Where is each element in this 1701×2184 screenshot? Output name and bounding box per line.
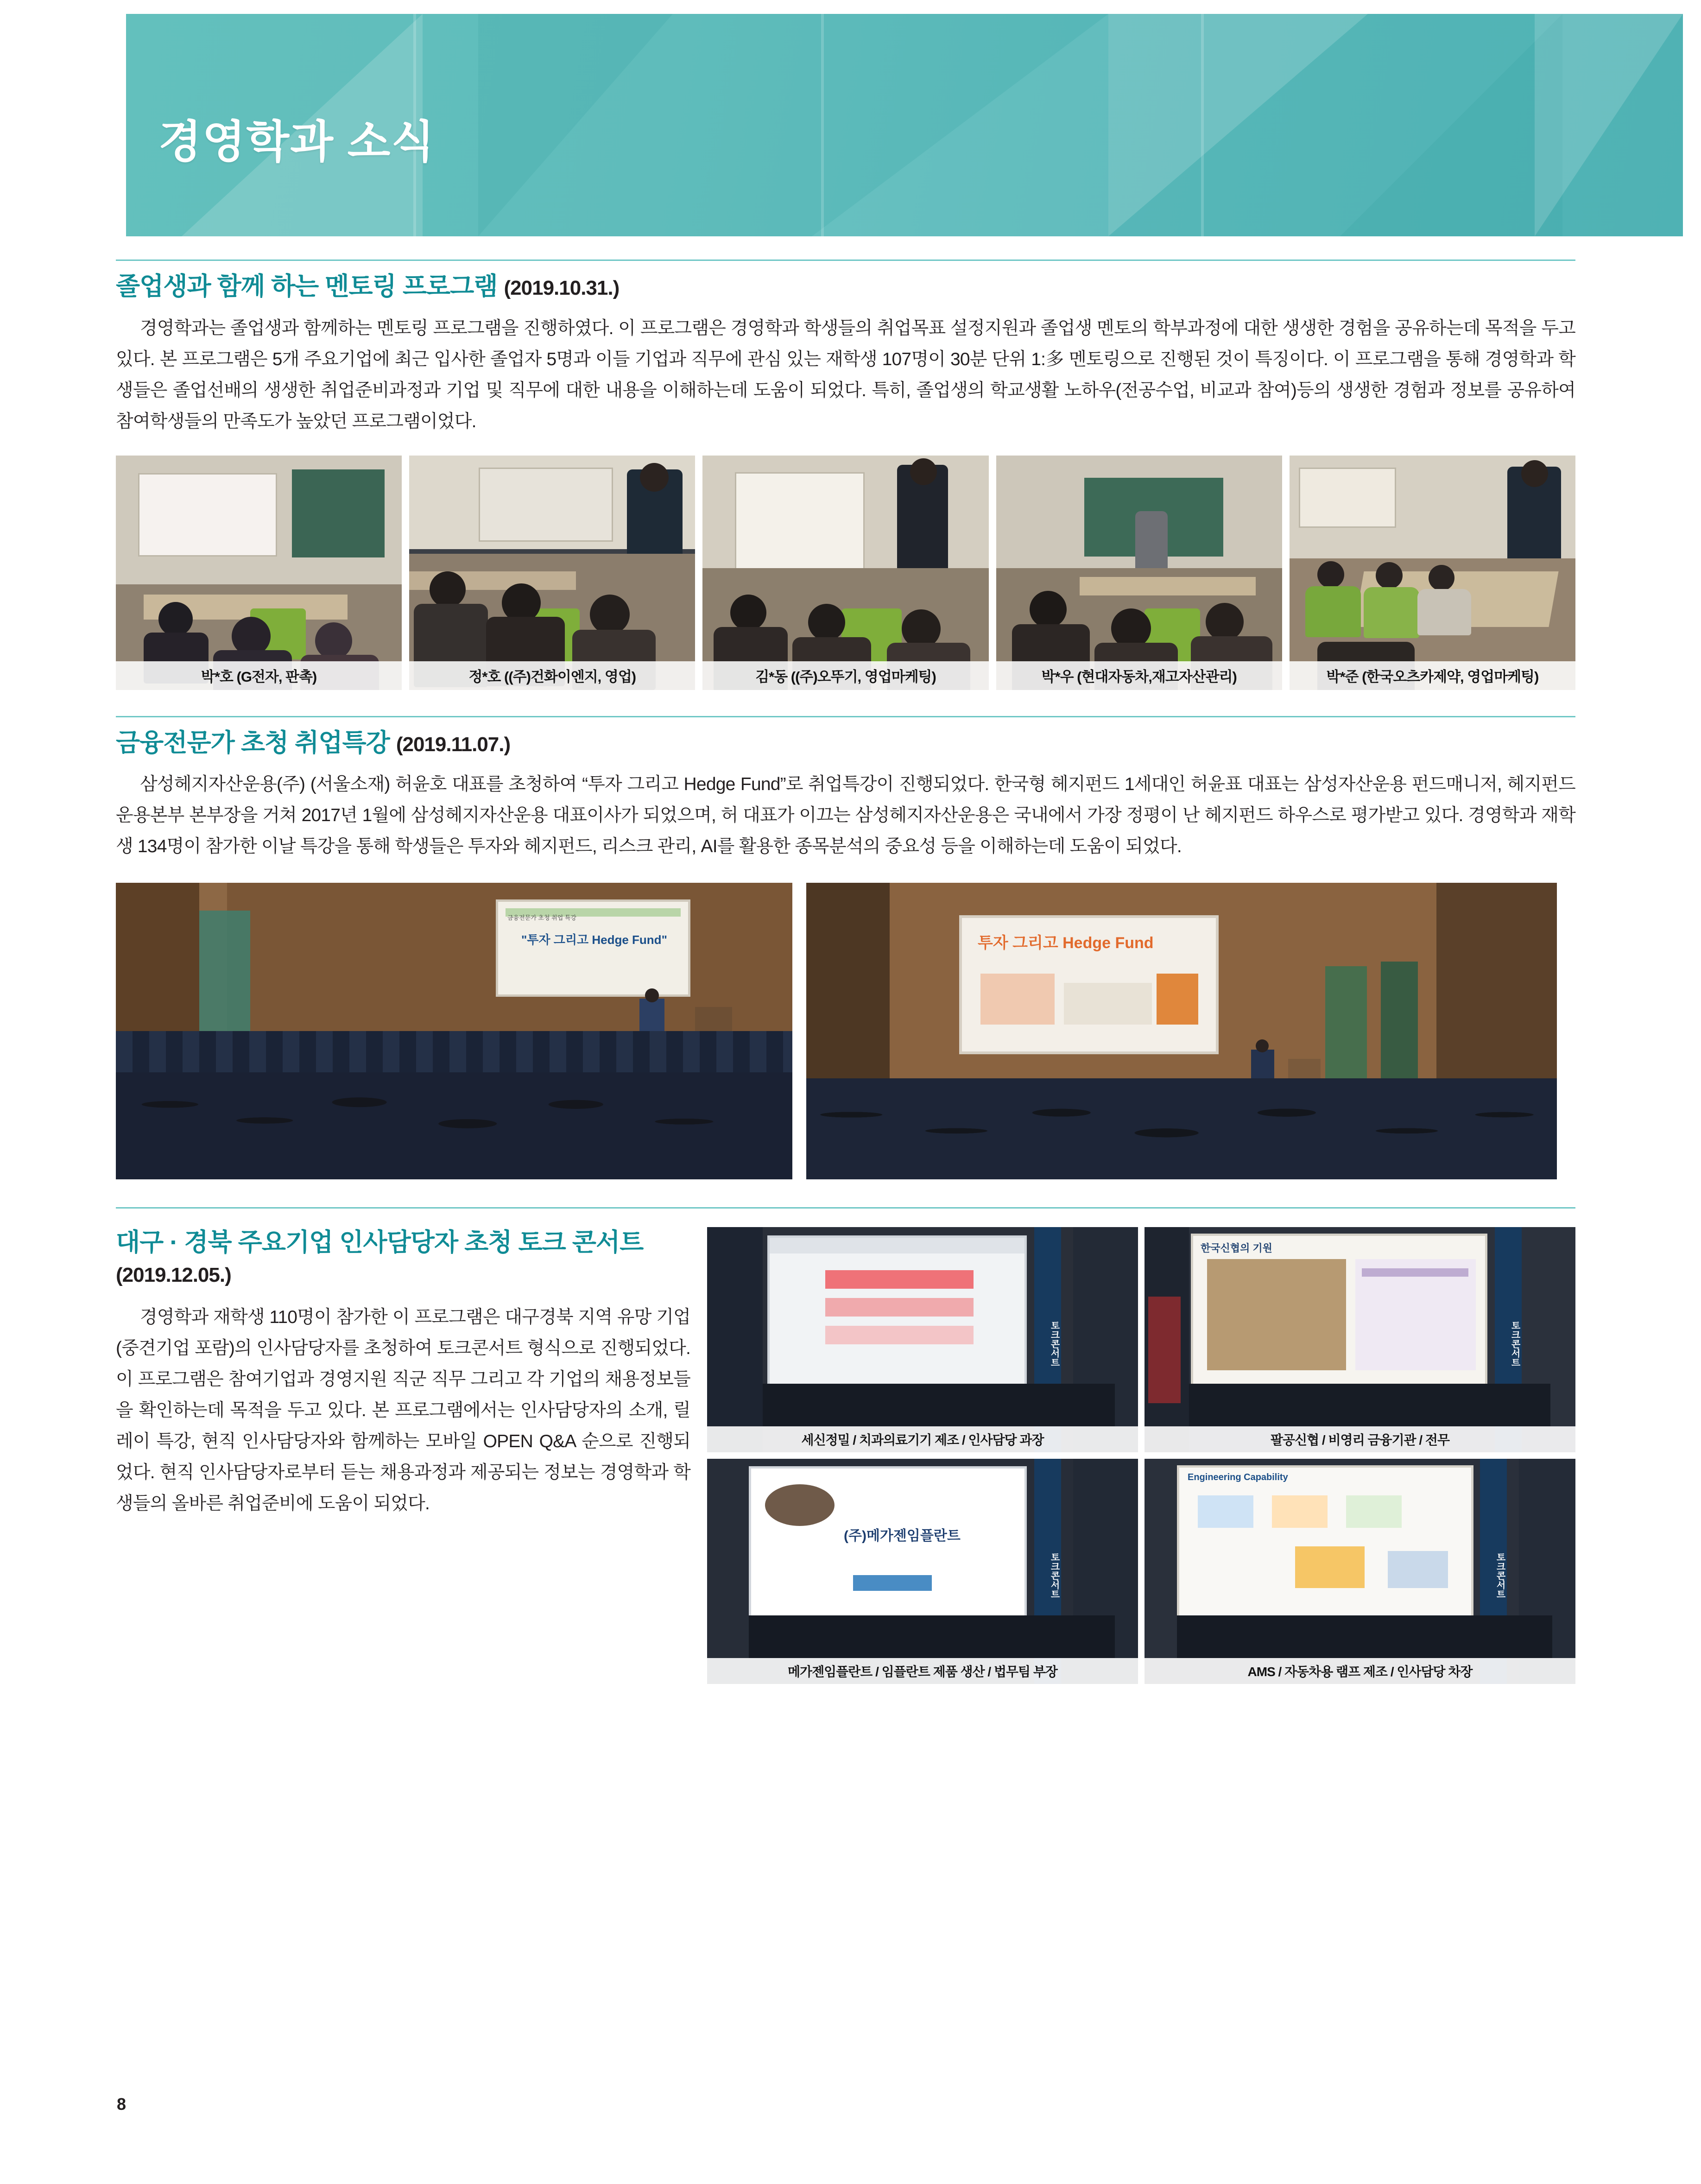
slide-title: 투자 그리고 Hedge Fund	[978, 934, 1154, 952]
photo-lecture-hall-wide	[116, 883, 792, 1179]
page-header-banner	[126, 14, 1683, 236]
projection-screen	[749, 1466, 1027, 1619]
projection-screen	[496, 899, 690, 997]
section-title-text: 대구 · 경북 주요기업 인사담당자 초청 토크 콘서트	[116, 1228, 644, 1256]
side-banner-label: 토크콘서트	[1495, 1227, 1522, 1452]
section-mentoring	[116, 260, 1575, 690]
projection-screen	[1177, 1465, 1473, 1623]
banner-triangle-5	[1340, 14, 1562, 236]
photo-card	[707, 1227, 1138, 1452]
photo-card	[409, 456, 695, 690]
audience-heads	[806, 1078, 1557, 1179]
photo-card	[116, 456, 402, 690]
side-banner-label: 토크콘서트	[1034, 1459, 1061, 1684]
photo-image	[702, 456, 988, 690]
photo-image	[116, 456, 402, 690]
document-content	[116, 260, 1575, 1684]
body-text: 경영학과는 졸업생과 함께하는 멘토링 프로그램을 진행하였다. 이 프로그램은 경영학과 학생들의 취업목표 설정지원과 졸업생 멘토의 학부과정에 대한 생생한 경험을 공유하는데 목적을 두고 있다. 본 프로그램은 5개 주요기업에 최근 입사한 졸업자 5명과 이들 기업과 직무에 관심 있는 재학생 107명이 30분 단위 1:多 멘토링으로 진행된 것이 특징이다. 이 프로그램을 통해 경영학과 학생들은 졸업선배의 생생한 취업준비과정과 기업 및 직무에 대한 내용을 이해하는데 도움이 되었다. 특히, 졸업생의 학교생활 노하우(전공수업, 비교과 참여)등의 생생한 경험과 정보를 공유하여 참여학생들의 만족도가 높았던 프로그램이었다.	[116, 318, 1575, 431]
talk-concert-layout	[116, 1227, 1575, 1684]
section-body-mentoring	[116, 313, 1575, 437]
section-divider	[116, 716, 1575, 717]
section-body-finance	[116, 769, 1575, 862]
flag	[1148, 1297, 1181, 1403]
photo-row-mentoring	[116, 456, 1575, 690]
photo-caption: 세신정밀 / 치과의료기기 제조 / 인사담당 과장	[707, 1426, 1138, 1452]
photo-caption: 박*호 (G전자, 판촉)	[116, 661, 402, 690]
section-divider	[116, 260, 1575, 261]
banner-stripe-2	[821, 14, 824, 236]
side-banner-label: 토크콘서트	[1480, 1459, 1507, 1684]
audience-row	[749, 1615, 1115, 1658]
banner-triangle-4	[1108, 14, 1368, 236]
photo-caption: AMS / 자동차용 램프 제조 / 인사담당 차장	[1145, 1658, 1575, 1684]
photo-card	[996, 456, 1282, 690]
photo-row-finance	[116, 883, 1575, 1179]
talk-concert-photo-grid	[707, 1227, 1575, 1684]
section-date: (2019.11.07.)	[396, 733, 511, 756]
section-title-finance	[116, 728, 1575, 759]
section-divider	[116, 1207, 1575, 1209]
slide-title: (주)메가젠임플란트	[844, 1528, 961, 1544]
photo-lecture-hall-closeup	[806, 883, 1557, 1179]
banner-triangle-3	[812, 14, 1108, 236]
body-text: 삼성헤지자산운용(주) (서울소재) 허윤호 대표를 초청하여 “투자 그리고 Hedge Fund”로 취업특강이 진행되었다. 한국형 헤지펀드 1세대인 허윤표 대표는 삼성자산운용 펀드매니저, 헤지펀드운용본부 본부장을 거쳐 2017년 1월에 삼성헤지자산운용 대표이사가 되었으며, 허 대표가 이끄는 삼성헤지자산운용은 국내에서 가장 정평이 난 헤지펀드 하우스로 평가받고 있다. 경영학과 재학생 134명이 참가한 이날 특강을 통해 학생들은 투자와 헤지펀드, 리스크 관리, AI를 활용한 종목분석의 중요성 등을 이해하는데 도움이 되었다.	[116, 774, 1575, 857]
audience-row	[1177, 1615, 1552, 1658]
audience-heads	[116, 1072, 792, 1179]
banner-triangle-2	[478, 14, 673, 236]
talk-concert-text-column	[116, 1227, 690, 1684]
section-date: (2019.10.31.)	[504, 277, 620, 299]
banner-stripe-3	[1201, 14, 1204, 236]
slide-subtitle: 금융전문가 초청 취업 특강	[507, 914, 576, 921]
photo-caption: 박*준 (한국오츠카제약, 영업마케팅)	[1290, 661, 1575, 690]
photo-card	[702, 456, 988, 690]
photo-card	[707, 1459, 1138, 1684]
page-title: 경영학과 소식	[158, 117, 436, 167]
section-talk-concert	[116, 1207, 1575, 1684]
section-title-text: 졸업생과 함께 하는 멘토링 프로그램	[116, 272, 498, 300]
photo-image	[996, 456, 1282, 690]
banner-triangle-6	[1535, 14, 1683, 236]
photo-caption: 박*우 (현대자동차,재고자산관리)	[996, 661, 1282, 690]
slide-title: 한국신협의 기원	[1201, 1242, 1272, 1254]
projection-screen	[959, 915, 1219, 1054]
section-title-mentoring	[116, 271, 1575, 303]
section-date: (2019.12.05.)	[116, 1264, 231, 1287]
section-title-talk	[116, 1227, 690, 1290]
photo-image	[409, 456, 695, 690]
side-banner-label: 토크콘서트	[1034, 1227, 1061, 1452]
section-title-text: 금융전문가 초청 취업특강	[116, 728, 390, 757]
speaker-head	[645, 988, 659, 1002]
speaker-head	[1256, 1039, 1269, 1052]
projection-screen	[1191, 1234, 1487, 1386]
photo-card	[1290, 456, 1575, 690]
body-text: 경영학과 재학생 110명이 참가한 이 프로그램은 대구경북 지역 유망 기업(중견기업 포람)의 인사담당자를 초청하여 토크콘서트 형식으로 진행되었다. 이 프로그램은 참여기업과 경영지원 직군 직무 그리고 각 기업의 채용정보들을 확인하는데 목적을 두고 있다. 본 프로그램에서는 인사담당자의 소개, 릴레이 특강, 현직 인사담당자와 함께하는 모바일 OPEN Q&A 순으로 진행되었다. 현직 인사담당자로부터 듣는 채용과정과 제공되는 정보는 경영학과 학생들의 올바른 취업준비에 도움이 되었다.	[116, 1307, 690, 1514]
audience-row	[1189, 1384, 1550, 1426]
side-banner	[199, 911, 250, 1050]
photo-image	[1290, 456, 1575, 690]
photo-caption: 메가젠임플란트 / 임플란트 제품 생산 / 법무팀 부장	[707, 1658, 1138, 1684]
photo-card	[1145, 1459, 1575, 1684]
section-finance-lecture	[116, 716, 1575, 1179]
page-number: 8	[117, 2095, 126, 2114]
slide-title: Engineering Capability	[1188, 1472, 1288, 1482]
photo-card	[1145, 1227, 1575, 1452]
audience-row	[763, 1384, 1115, 1426]
projection-screen	[767, 1235, 1027, 1388]
photo-caption: 팔공신협 / 비영리 금융기관 / 전무	[1145, 1426, 1575, 1452]
slide-title: "투자 그리고 Hedge Fund"	[521, 932, 667, 947]
photo-caption: 김*동 ((주)오뚜기, 영업마케팅)	[702, 661, 988, 690]
photo-caption: 정*호 ((주)건화이엔지, 영업)	[409, 661, 695, 690]
section-body-talk	[116, 1302, 690, 1519]
